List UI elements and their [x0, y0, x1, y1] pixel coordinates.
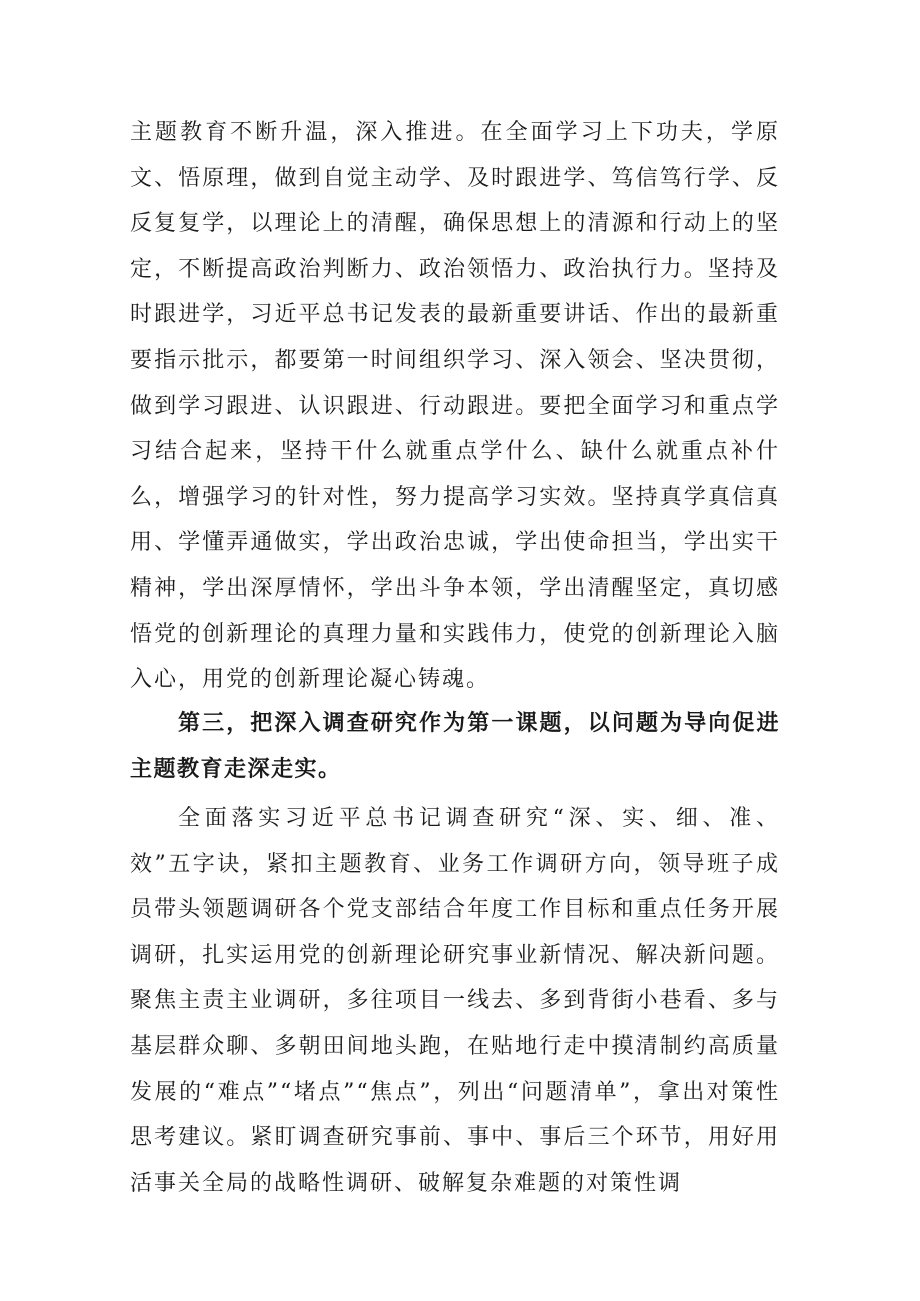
section-heading-third: 第三，把深入调查研究作为第一课题，以问题为导向促进主题教育走深走实。 [130, 710, 780, 782]
body-paragraph-research: 全面落实习近平总书记调查研究“深、实、细、准、效”五字诀，紧扣主题教育、业务工作调研方向，领导班子成员带头领题调研各个党支部结合年度工作目标和重点任务开展调研，扎实运用党的创新理论研究事业新情况、解决新问题。聚焦主责主业调研，多往项目一线去、多到背街小巷看、多与基层群众聊、多朝田间地头跑，在贴地行走中摸清制约高质量发展的“难点”“堵点”“焦点”，列出“问题清单”，拿出对策性思考建议。紧盯调查研究事前、事中、事后三个环节，用好用活事关全局的战略性调研、破解复杂难题的对策性调 [130, 806, 780, 1196]
body-paragraph-study: 主题教育不断升温，深入推进。在全面学习上下功夫，学原文、悟原理，做到自觉主动学、及时跟进学、笃信笃行学、反反复复学，以理论上的清醒，确保思想上的清源和行动上的坚定，不断提高政治判断力、政治领悟力、政治执行力。坚持及时跟进学，习近平总书记发表的最新重要讲话、作出的最新重要指示批示，都要第一时间组织学习、深入领会、坚决贯彻，做到学习跟进、认识跟进、行动跟进。要把全面学习和重点学习结合起来，坚持干什么就重点学什么、缺什么就重点补什么，增强学习的针对性，努力提高学习实效。坚持真学真信真用、学懂弄通做实，学出政治忠诚，学出使命担当，学出实干精神，学出深厚情怀，学出斗争本领，学出清醒坚定，真切感悟党的创新理论的真理力量和实践伟力，使党的创新理论入脑入心，用党的创新理论凝心铸魂。 [130, 120, 780, 693]
